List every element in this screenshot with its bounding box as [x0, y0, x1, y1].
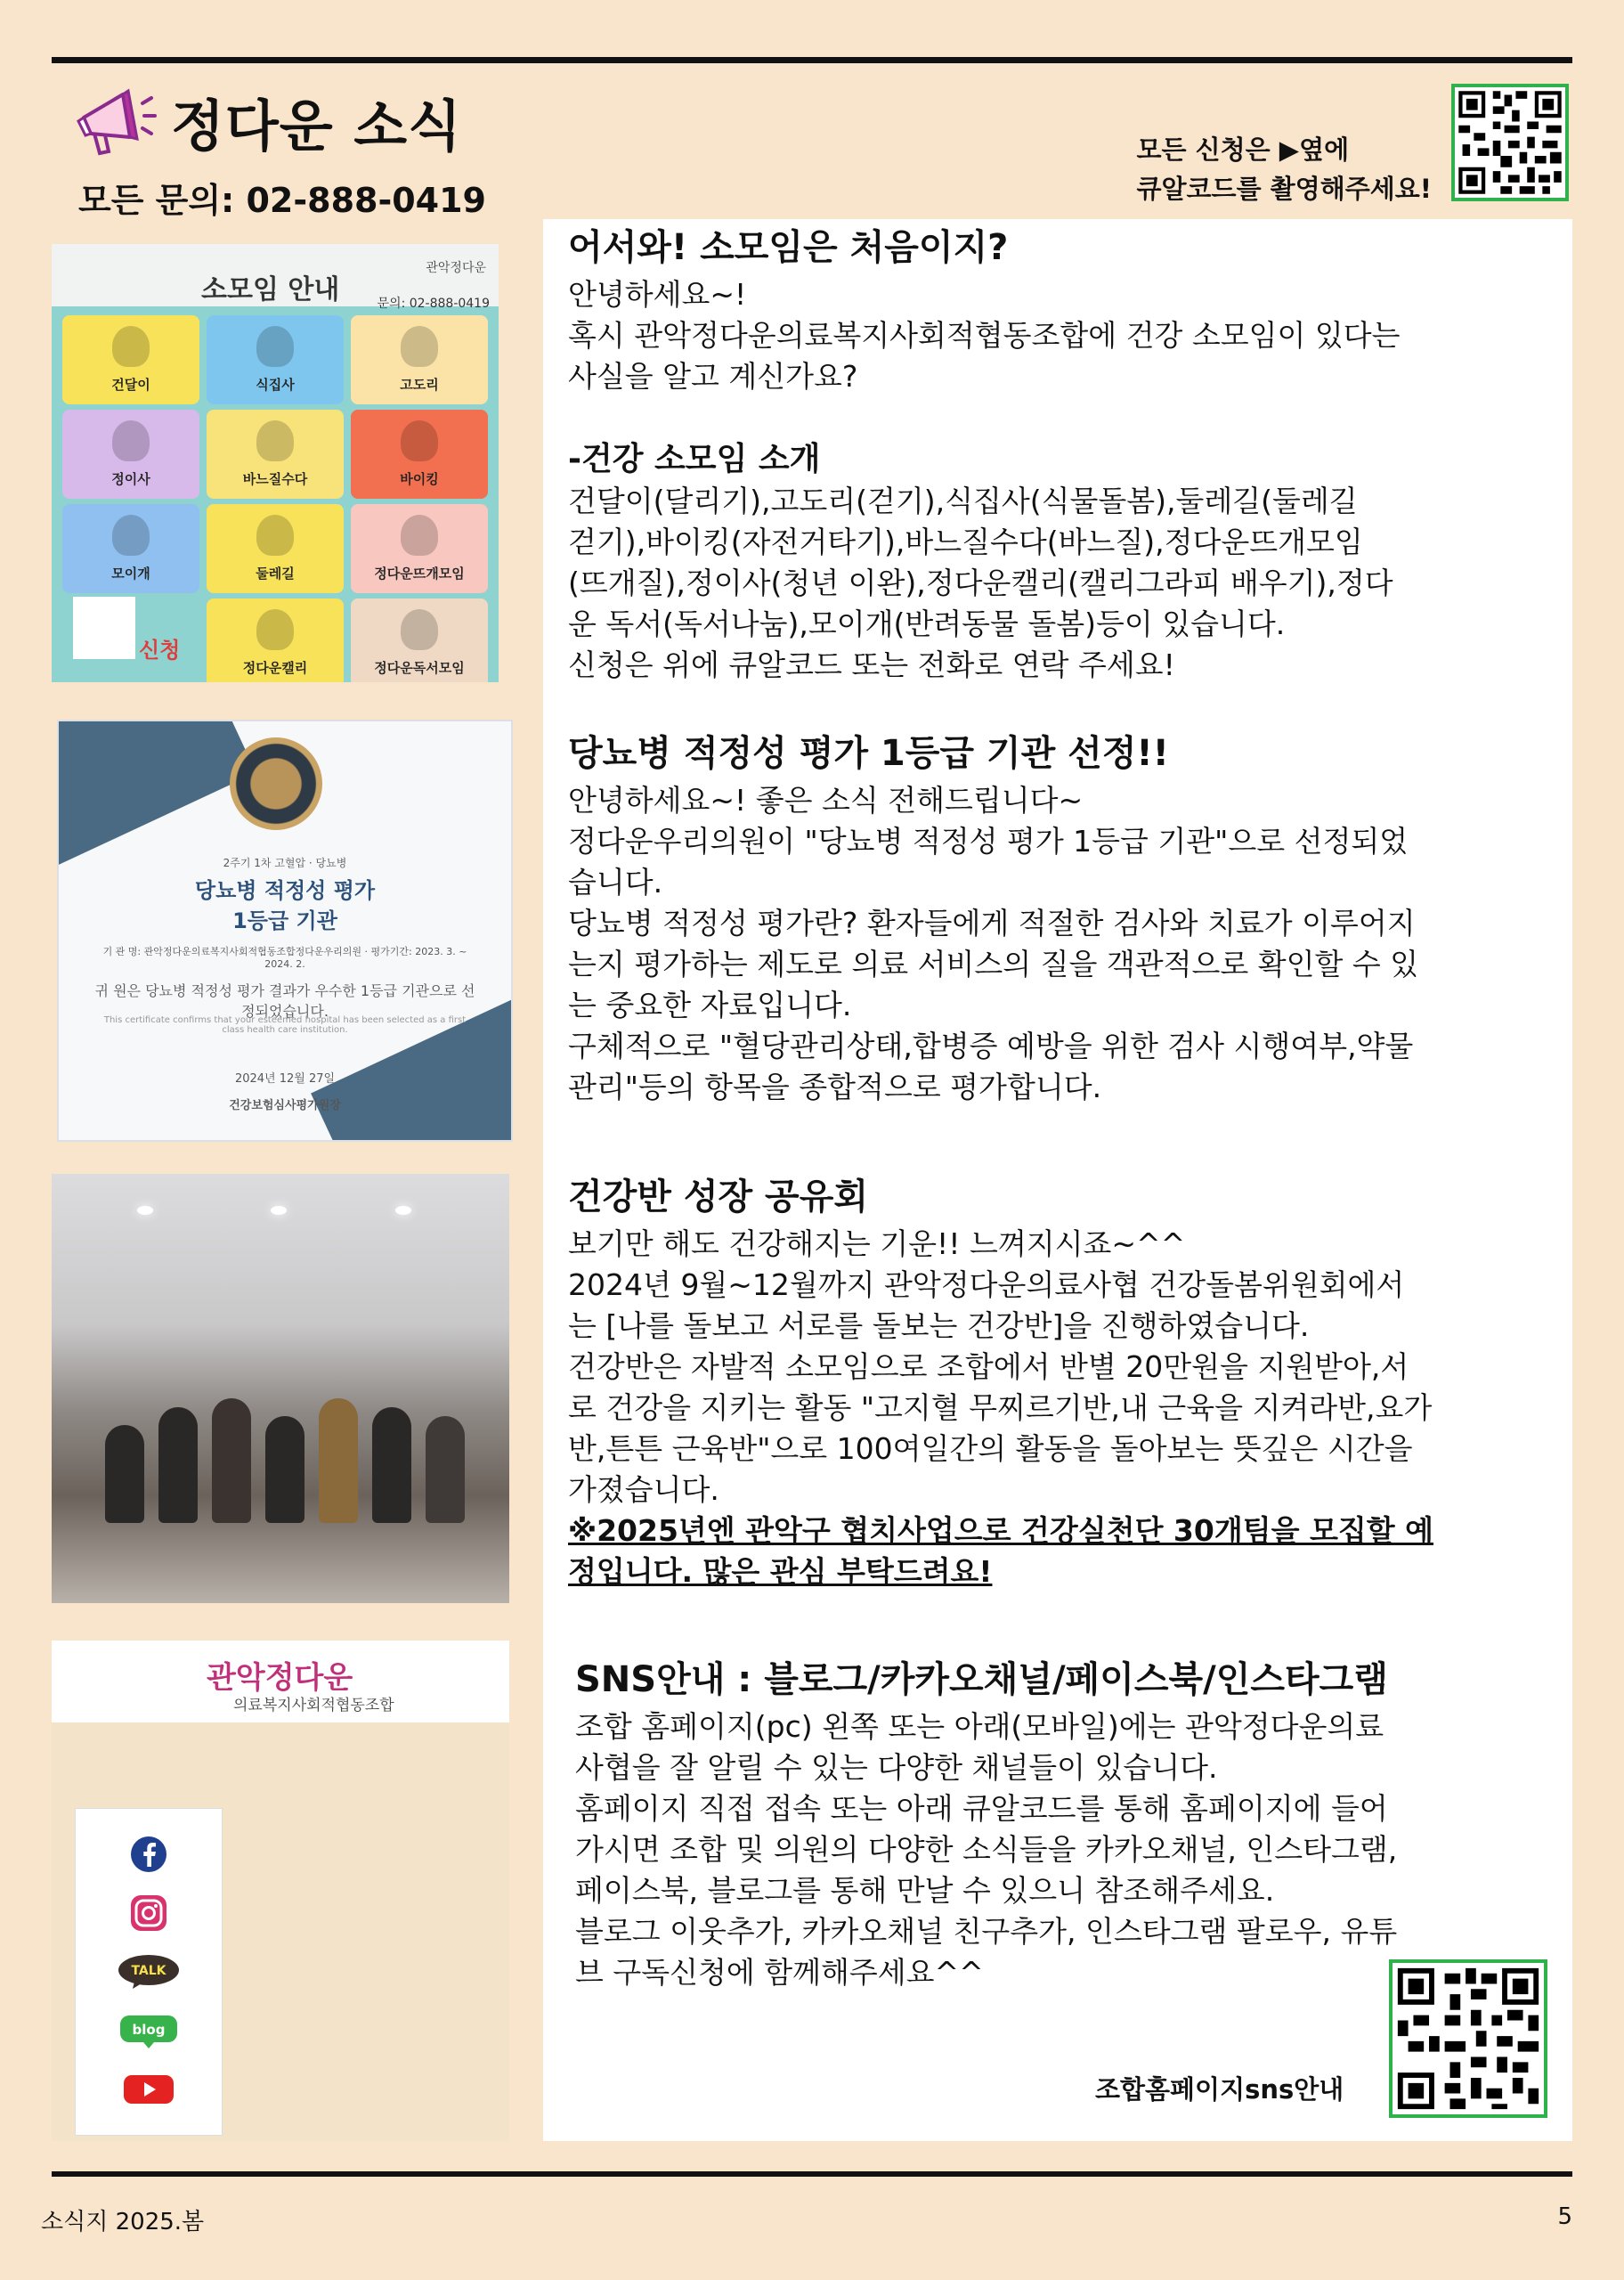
sns-qr-label: 조합홈페이지sns안내: [1095, 2074, 1344, 2105]
club-illustration-icon: [112, 326, 150, 367]
kakao-talk-icon[interactable]: [115, 1953, 183, 1991]
medal-icon: [230, 737, 322, 830]
club-intro-subtitle: -건강 소모임 소개: [568, 441, 821, 477]
group-photo: [52, 1174, 509, 1603]
club-tile-label: 모이개: [111, 566, 150, 582]
poster-title: 소모임 안내: [201, 274, 340, 305]
person: [105, 1425, 144, 1523]
sns-channels-image: [52, 1641, 509, 2141]
top-rule: [52, 57, 1572, 63]
certificate-line: 기 관 명: 관악정다운의료복지사회적협동조합정다운우리의원 · 평가기간: 2023. 3. ~ 2024. 2.: [102, 946, 467, 970]
sns-body: 조합 홈페이지(pc) 왼쪽 또는 아래(모바일)에는 관악정다운의료 사협을 잘 알릴 수 있는 다양한 채널들이 있습니다. 홈페이지 직접 접속 또는 아래 큐알코드를 통해 홈페이지에 들어 가시면 조합 및 의원의 다양한 소식들을 카카오채널, 인스타그램, 페이스북, 블로그를 통해 만날 수 있으니 참조해주세요. 블로그 이웃추가, 카카오채널 친구추가, 인스타그램 팔로우, 유튜 브 구독신청에 함께해주세요^^: [575, 1709, 1398, 1990]
club-illustration-icon: [401, 326, 438, 367]
club-tile-label: 정다운뜨개모임: [374, 566, 465, 582]
blog-icon[interactable]: [115, 2012, 183, 2049]
qr-code-icon: [1393, 1963, 1544, 2114]
person: [158, 1407, 198, 1523]
growth-title: 건강반 성장 공유회: [568, 1177, 868, 1217]
club-tile: [207, 504, 344, 593]
megaphone-icon: [71, 82, 157, 164]
club-tile: [207, 410, 344, 499]
person: [426, 1416, 465, 1523]
club-list: 건달이(달리기),고도리(걷기),식집사(식물돌봄),둘레길(둘레길 걷기),바이킹(자전거타기),바느질수다(바느질),정다운뜨개모임 (뜨개질),정이사(청년 이완),정다운캘리(캘리그라피 배우기),정다 운 독서(독서나눔),모이개(반려동물 돌봄)등이 있습니다. 신청은 위에 큐알코드 또는 전화로 연락 주세요!: [568, 484, 1393, 682]
youtube-icon[interactable]: [115, 2071, 183, 2108]
certificate-image: [57, 720, 513, 1142]
club-tile-label: 둘레길: [256, 566, 295, 582]
poster-logo: 관악정다운: [426, 261, 486, 275]
co-op-name: 관악정다운: [207, 1660, 353, 1696]
club-guide-poster: [52, 244, 499, 682]
club-tile-label: 고도리: [400, 377, 439, 393]
person: [372, 1407, 411, 1523]
welcome-section: [568, 224, 1553, 686]
co-op-subname: 의료복지사회적협동조합: [233, 1697, 394, 1714]
sns-section: [575, 1657, 1553, 1993]
club-tile: [207, 598, 344, 682]
club-illustration-icon: [112, 420, 150, 461]
club-illustration-icon: [256, 420, 294, 461]
ceiling-light: [271, 1206, 287, 1215]
club-tile-label: 건달이: [111, 377, 150, 393]
application-qr-code[interactable]: [1451, 84, 1569, 201]
club-illustration-icon: [112, 515, 150, 556]
instagram-icon[interactable]: [115, 1894, 183, 1932]
person: [319, 1398, 358, 1523]
certificate-line: 2주기 1차 고혈압 · 당뇨병: [223, 857, 347, 869]
person: [265, 1416, 304, 1523]
ceiling-light: [395, 1206, 411, 1215]
spacer: [568, 397, 1553, 438]
certificate-corner-decoration: [57, 720, 256, 870]
club-illustration-icon: [256, 515, 294, 556]
qr-code-icon: [1455, 87, 1565, 198]
page-title: 정다운 소식: [171, 94, 463, 159]
certificate-grade: 1등급 기관: [232, 908, 337, 933]
poster-apply-label: 신청: [139, 638, 181, 663]
ceiling-light: [137, 1206, 153, 1215]
sns-icon-card: [75, 1808, 223, 2136]
club-tile: [62, 504, 199, 593]
welcome-title: 어서와! 소모임은 처음이지?: [568, 227, 1009, 268]
certificate-date: 2024년 12월 27일: [234, 1072, 336, 1086]
club-illustration-icon: [401, 515, 438, 556]
club-tile-label: 정다운독서모임: [374, 660, 465, 676]
bottom-rule: [52, 2171, 1572, 2177]
co-op-banner: [52, 1641, 509, 1722]
club-tile: [351, 410, 488, 499]
diabetes-body: 안녕하세요~! 좋은 소식 전해드립니다~ 정다운우리의원이 "당뇨병 적정성 평가 1등급 기관"으로 선정되었 습니다. 당뇨병 적정성 평가란? 환자들에게 적절한 검사와 치료가 이루어지 는지 평가하는 제도로 의료 서비스의 질을 객관적으로 확인할 수 있 는 중요한 자료입니다. 구체적으로 "혈당관리상태,합병증 예방을 위한 검사 시행여부,약물 관리"등의 항목을 종합적으로 평가합니다.: [568, 783, 1419, 1104]
club-illustration-icon: [256, 609, 294, 650]
growth-section: [568, 1174, 1553, 1592]
club-illustration-icon: [401, 420, 438, 461]
person: [212, 1398, 251, 1523]
homepage-sns-qr-code[interactable]: [1389, 1959, 1547, 2118]
certificate-statement: 귀 원은 당뇨병 적정성 평가 결과가 우수한 1등급 기관으로 선정되었습니다.: [94, 982, 475, 1020]
club-tile-label: 바느질수다: [242, 471, 308, 487]
club-illustration-icon: [256, 326, 294, 367]
growth-body: 보기만 해도 건강해지는 기운!! 느껴지시죠~^^ 2024년 9월~12월까지 관악정다운의료사협 건강돌봄위원회에서 는 [나를 돌보고 서로를 돌보는 건강반]을 진행하였습니다. 건강반은 자발적 소모임으로 조합에서 반별 20만원을 지원받아,서 로 건강을 지키는 활동 "고지혈 무찌르기반,내 근육을 지켜라반,요가 반,튼튼 근육반"으로 100여일간의 활동을 돌아보는 뜻깊은 시간을 가졌습니다.: [568, 1226, 1433, 1507]
qr-note-line2: 큐알코드를 촬영해주세요!: [1136, 174, 1432, 204]
club-tile: [351, 504, 488, 593]
club-tile-label: 식집사: [256, 377, 295, 393]
club-illustration-icon: [401, 609, 438, 650]
club-tile-label: 정이사: [111, 471, 150, 487]
certificate-title: 당뇨병 적정성 평가: [194, 878, 376, 903]
contact-phone: 모든 문의: 02-888-0419: [78, 181, 486, 220]
content-panel: [543, 219, 1572, 2141]
svg-text:TALK: TALK: [131, 1964, 166, 1978]
club-tile: [62, 315, 199, 404]
certificate-issuer: 건강보험심사평가원장: [229, 1099, 341, 1112]
svg-text:blog: blog: [132, 2022, 166, 2038]
club-tile: [351, 315, 488, 404]
poster-qr-code: [73, 597, 135, 659]
qr-note: [1137, 130, 1432, 208]
welcome-body: 안녕하세요~! 혹시 관악정다운의료복지사회적협동조합에 건강 소모임이 있다는 사실을 알고 계신가요?: [568, 277, 1401, 394]
issue-label: 소식지 2025.봄: [41, 2209, 205, 2235]
qr-note-line1: 모든 신청은 ▶옆에: [1136, 134, 1350, 165]
club-tile: [62, 410, 199, 499]
club-tile: [351, 598, 488, 682]
page-number: 5: [1557, 2203, 1572, 2230]
facebook-icon[interactable]: [115, 1836, 183, 1873]
certificate-english: This certificate confirms that your esteemed hospital has been selected as a first class health care institution.: [103, 1015, 467, 1035]
club-tile-label: 정다운캘리: [242, 660, 308, 676]
poster-phone: 문의: 02-888-0419: [377, 297, 490, 311]
diabetes-section: [568, 730, 1553, 1108]
growth-notice: ※2025년엔 관악구 협치사업으로 건강실천단 30개팀을 모집할 예 정입니다. 많은 관심 부탁드려요!: [568, 1513, 1433, 1589]
club-tile-label: 바이킹: [400, 471, 439, 487]
club-tile: [207, 315, 344, 404]
diabetes-title: 당뇨병 적정성 평가 1등급 기관 선정!!: [568, 733, 1169, 774]
sns-title: SNS안내 : 블로그/카카오채널/페이스북/인스타그램: [575, 1659, 1388, 1700]
